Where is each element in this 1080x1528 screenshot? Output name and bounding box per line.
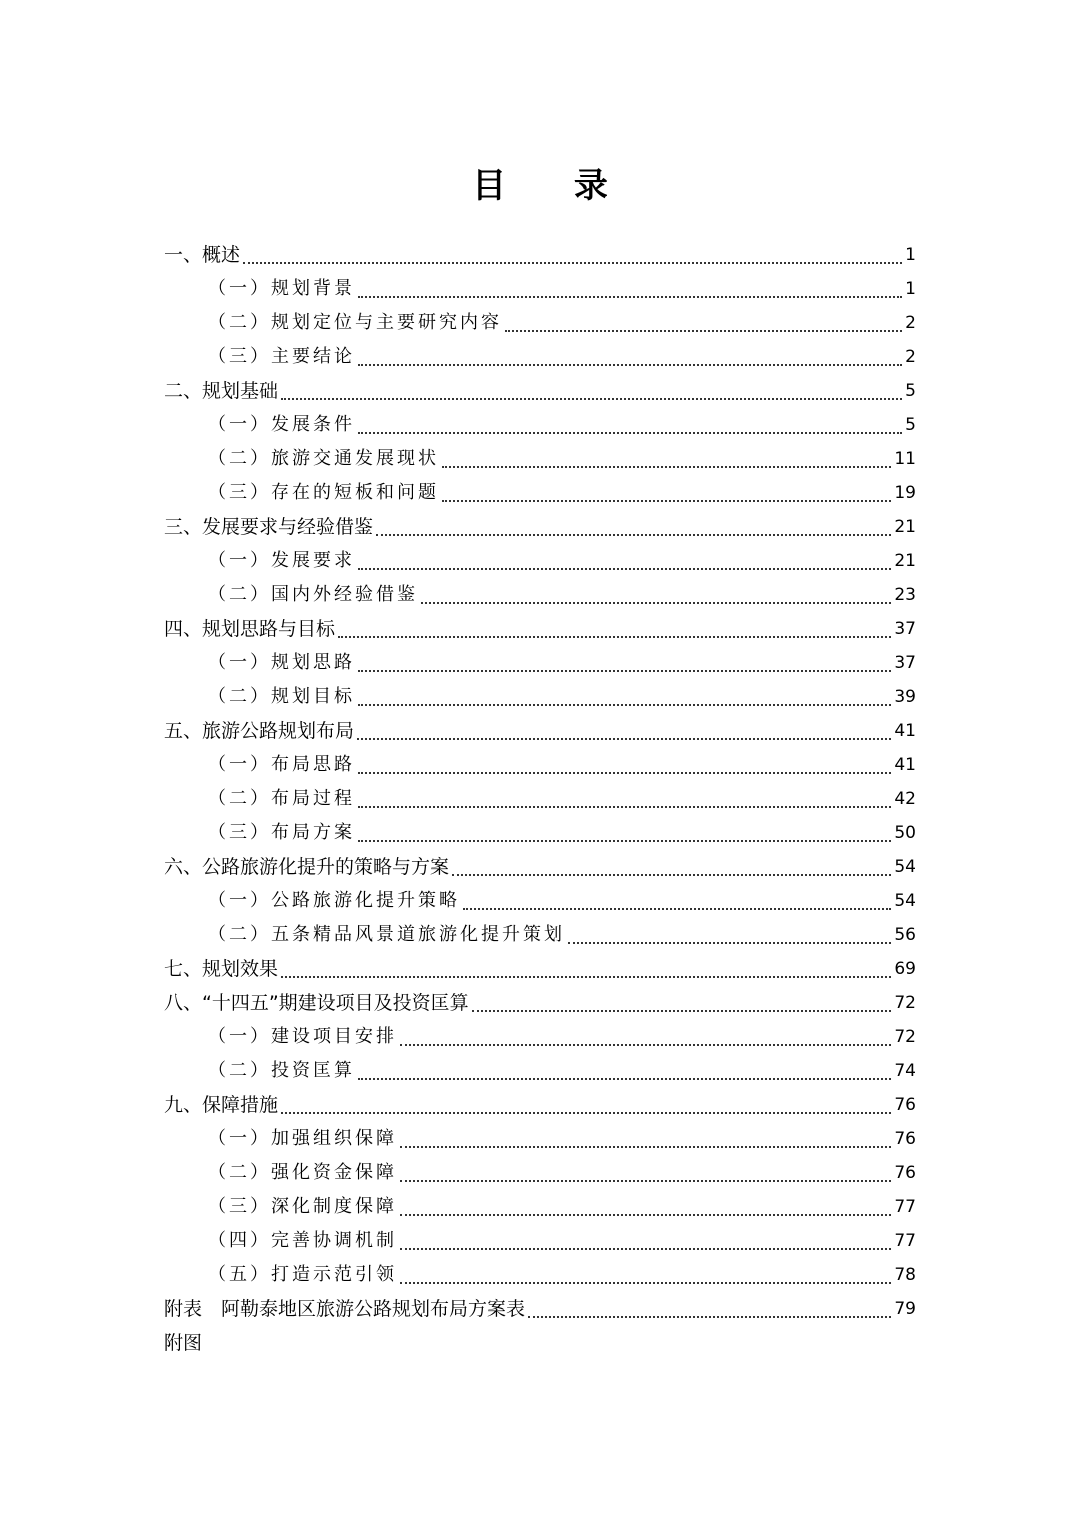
toc-entry-title: （二）五条精品风景道旅游化提升策划 [208, 924, 565, 945]
toc-entry-page-number: 72 [894, 993, 916, 1013]
toc-entry-page-number: 56 [894, 925, 916, 945]
toc-section-entry[interactable] [164, 340, 916, 374]
toc-section-entry[interactable] [164, 680, 916, 714]
toc-section-entry[interactable] [164, 748, 916, 782]
toc-entry-page-number: 76 [894, 1163, 916, 1183]
toc-entry-title: （二）强化资金保障 [208, 1162, 397, 1183]
toc-entry-page-number: 1 [905, 245, 916, 265]
dot-leader [400, 1282, 891, 1284]
toc-chapter-entry[interactable] [164, 1088, 916, 1122]
toc-entry-title: （一）发展要求 [208, 550, 355, 571]
dot-leader [338, 636, 891, 638]
dot-leader [357, 738, 891, 740]
toc-entry-title: （五）打造示范引领 [208, 1264, 397, 1285]
dot-leader [400, 1180, 891, 1182]
toc-entry-title: （二）布局过程 [208, 788, 355, 809]
toc-entry-page-number: 76 [894, 1095, 916, 1115]
toc-entry-title: （二）规划目标 [208, 686, 355, 707]
toc-chapter-entry[interactable] [164, 714, 916, 748]
toc-entry-title: （一）公路旅游化提升策略 [208, 890, 460, 911]
toc-entry-title: （一）加强组织保障 [208, 1128, 397, 1149]
toc-entry-page-number: 11 [894, 449, 916, 469]
toc-chapter-entry[interactable] [164, 612, 916, 646]
dot-leader [358, 364, 902, 366]
toc-entry-page-number: 5 [905, 381, 916, 401]
toc-entry-page-number: 21 [894, 517, 916, 537]
dot-leader [528, 1316, 891, 1318]
toc-section-entry[interactable] [164, 646, 916, 680]
toc-entry-page-number: 72 [894, 1027, 916, 1047]
toc-chapter-entry[interactable] [164, 238, 916, 272]
dot-leader [358, 432, 902, 434]
toc-entry-title: （一）规划思路 [208, 652, 355, 673]
toc-entry-page-number: 69 [894, 959, 916, 979]
toc-entry-title: 六、公路旅游化提升的策略与方案 [164, 856, 450, 878]
toc-entry-title: （一）发展条件 [208, 414, 355, 435]
toc-entry-page-number: 2 [905, 347, 916, 367]
toc-entry-page-number: 50 [894, 823, 916, 843]
toc-chapter-entry[interactable] [164, 1292, 916, 1326]
toc-entry-title: 五、旅游公路规划布局 [164, 720, 355, 742]
toc-entry-title: （二）规划定位与主要研究内容 [208, 312, 502, 333]
toc-entry-page-number: 39 [894, 687, 916, 707]
toc-entry-title: （一）建设项目安排 [208, 1026, 397, 1047]
toc-entry-page-number: 42 [894, 789, 916, 809]
dot-leader [358, 840, 891, 842]
dot-leader [281, 976, 891, 978]
toc-section-entry[interactable] [164, 272, 916, 306]
dot-leader [281, 398, 902, 400]
dot-leader [281, 1112, 891, 1114]
toc-entry-page-number: 41 [894, 721, 916, 741]
toc-section-entry[interactable] [164, 442, 916, 476]
dot-leader [358, 568, 891, 570]
toc-entry-page-number: 77 [894, 1197, 916, 1217]
dot-leader [358, 806, 891, 808]
toc-entry-page-number: 2 [905, 313, 916, 333]
toc-entry-page-number: 23 [894, 585, 916, 605]
toc-section-entry[interactable] [164, 1258, 916, 1292]
toc-entry-title: 一、概述 [164, 244, 241, 266]
dot-leader [358, 670, 891, 672]
dot-leader [442, 466, 891, 468]
toc-entry-title: （二）投资匡算 [208, 1060, 355, 1081]
toc-section-entry[interactable] [164, 1190, 916, 1224]
toc-entry-title: 九、保障措施 [164, 1094, 279, 1116]
toc-section-entry[interactable] [164, 782, 916, 816]
dot-leader [421, 602, 891, 604]
toc-entry-title: （二）旅游交通发展现状 [208, 448, 439, 469]
toc-entry-page-number: 1 [905, 279, 916, 299]
dot-leader [358, 296, 902, 298]
toc-entry-title: 四、规划思路与目标 [164, 618, 336, 640]
toc-entry-page-number: 78 [894, 1265, 916, 1285]
toc-entry-title: 附表 阿勒泰地区旅游公路规划布局方案表 [164, 1298, 526, 1320]
toc-section-entry[interactable] [164, 1122, 916, 1156]
toc-section-entry[interactable] [164, 544, 916, 578]
toc-entry-title: 七、规划效果 [164, 958, 279, 980]
toc-entry-page-number: 37 [894, 653, 916, 673]
toc-entry-title: 二、规划基础 [164, 380, 279, 402]
dot-leader [568, 942, 891, 944]
toc-entry-page-number: 77 [894, 1231, 916, 1251]
toc-section-entry[interactable] [164, 578, 916, 612]
toc-entry-title: （二）国内外经验借鉴 [208, 584, 418, 605]
toc-entry-title: （一）规划背景 [208, 278, 355, 299]
dot-leader [400, 1146, 891, 1148]
toc-chapter-entry[interactable] [164, 374, 916, 408]
dot-leader [400, 1214, 891, 1216]
toc-section-entry[interactable] [164, 816, 916, 850]
dot-leader [472, 1010, 892, 1012]
toc-section-entry[interactable] [164, 918, 916, 952]
toc-entry-page-number: 76 [894, 1129, 916, 1149]
toc-entry-title: 三、发展要求与经验借鉴 [164, 516, 374, 538]
toc-section-entry[interactable] [164, 476, 916, 510]
dot-leader [442, 500, 891, 502]
dot-leader [400, 1248, 891, 1250]
dot-leader [358, 704, 891, 706]
toc-entry-page-number: 37 [894, 619, 916, 639]
toc-entry-title: （一）布局思路 [208, 754, 355, 775]
toc-chapter-entry[interactable] [164, 1326, 916, 1360]
toc-chapter-entry[interactable] [164, 952, 916, 986]
dot-leader [376, 534, 891, 536]
toc-entry-page-number: 21 [894, 551, 916, 571]
toc-entry-page-number: 54 [894, 891, 916, 911]
toc-entry-page-number: 41 [894, 755, 916, 775]
toc-entry-title: 附图 [164, 1332, 203, 1354]
dot-leader [358, 772, 891, 774]
toc-entry-title: 八、“十四五”期建设项目及投资匡算 [164, 992, 469, 1014]
toc-section-entry[interactable] [164, 1156, 916, 1190]
toc-section-entry[interactable] [164, 1224, 916, 1258]
toc-chapter-entry[interactable] [164, 510, 916, 544]
toc-section-entry[interactable] [164, 1054, 916, 1088]
toc-entry-title: （三）主要结论 [208, 346, 355, 367]
dot-leader [452, 874, 891, 876]
toc-section-entry[interactable] [164, 306, 916, 340]
dot-leader [358, 1078, 891, 1080]
toc-section-entry[interactable] [164, 408, 916, 442]
toc-entry-title: （四）完善协调机制 [208, 1230, 397, 1251]
dot-leader [463, 908, 891, 910]
toc-entry-page-number: 19 [894, 483, 916, 503]
page-title: 目 录 [472, 166, 636, 206]
table-of-contents [164, 238, 916, 1360]
dot-leader [400, 1044, 891, 1046]
toc-entry-title: （三）布局方案 [208, 822, 355, 843]
toc-entry-page-number: 54 [894, 857, 916, 877]
toc-section-entry[interactable] [164, 884, 916, 918]
toc-chapter-entry[interactable] [164, 850, 916, 884]
toc-entry-page-number: 79 [894, 1299, 916, 1319]
toc-entry-page-number: 5 [905, 415, 916, 435]
toc-entry-page-number: 74 [894, 1061, 916, 1081]
toc-entry-title: （三）存在的短板和问题 [208, 482, 439, 503]
toc-entry-title: （三）深化制度保障 [208, 1196, 397, 1217]
toc-chapter-entry[interactable] [164, 986, 916, 1020]
dot-leader [243, 262, 902, 264]
toc-section-entry[interactable] [164, 1020, 916, 1054]
dot-leader [505, 330, 902, 332]
